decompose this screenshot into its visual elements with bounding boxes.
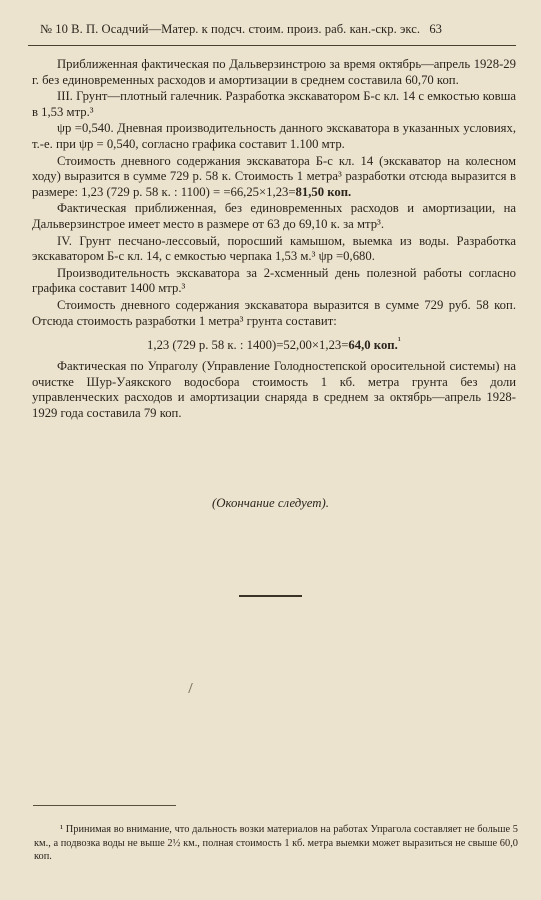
footnote-marker: ¹ xyxy=(397,336,401,348)
stray-mark xyxy=(188,683,198,693)
paragraph: Фактическая по Упраголу (Управление Голодностепской оросительной системы) на очистке Шур-Уаякского водосбора стоимость 1 кб. метра грунта без доли управленческих расходов и амортизации снаряда в среднем за октябрь—апрель 1928-1929 года составила 79 коп. xyxy=(32,358,516,420)
paragraph: Производительность экскаватора за 2-хсменный день полезной работы согласно графика составит 1400 мтр.³ xyxy=(32,265,516,296)
paragraph: Приближенная фактическая по Дальверзинстрою за время октябрь—апрель 1928-29 г. без единовременных расходов и амортизации в среднем составила 60,70 коп. xyxy=(32,57,516,87)
end-rule xyxy=(239,595,302,597)
footnote-text: ¹ Принимая во внимание, что дальность возки материалов на работах Упрагола составляет не больше 5 км., а подвозка воды не выше 2½ км., полная стоимость 1 кб. метра выемки может выразиться не свыше 60,0 коп. xyxy=(34,824,518,863)
continuation-note: (Окончание следует). xyxy=(211,496,329,510)
running-header xyxy=(40,22,515,37)
footnote-rule xyxy=(33,805,176,806)
result-value: 64,0 коп. xyxy=(348,338,398,353)
paragraph-text: Стоимость дневного содержания экскаватора Б-с кл. 14 (экскаватор на колесном ходу) выразится в сумме 729 р. 58 к. Стоимость 1 метра³ разработки отсюда выразится в размере: 1,23 (729 р. 58 к. : 1100) = =66,25×1,23= xyxy=(32,153,516,199)
page-number: 63 xyxy=(429,22,443,36)
paragraph: III. Грунт—плотный галечник. Разработка экскаватором Б-с кл. 14 с емкостью ковша в 1,53 мтр.³ xyxy=(32,89,516,119)
header-rule xyxy=(28,45,516,46)
header-text: № 10 В. П. Осадчий—Матер. к подсч. стоим. произ. раб. кан.-скр. экс. xyxy=(40,22,421,36)
paragraph: Фактическая приближенная, без единовременных расходов и амортизации, на Дальверзинстрое имеет место в размере от 63 до 69,10 к. за мтр³. xyxy=(32,201,516,231)
formula-line xyxy=(32,334,516,354)
paragraph: ψр =0,540. Дневная производительность данного экскаватора в указанных условиях, т.-е. при ψр = 0,540, согласно графика составит 1.100 мтр. xyxy=(32,121,516,151)
formula-text: 1,23 (729 р. 58 к. : 1400)=52,00×1,23= xyxy=(147,338,349,353)
paragraph: Стоимость дневного содержания экскаватора выразится в сумме 729 руб. 58 коп. Отсюда стоимость разработки 1 метра³ грунта составит: xyxy=(32,297,516,328)
body-text xyxy=(32,57,516,422)
footnote xyxy=(34,823,518,864)
result-value: 81,50 коп. xyxy=(295,184,352,199)
paragraph: IV. Грунт песчано-лессовый, поросший камышом, выемка из воды. Разработка экскаватором Б-с кл. 14, с емкостью черпака 1,53 м.³ ψр =0,680. xyxy=(32,233,516,264)
paragraph xyxy=(32,154,516,201)
